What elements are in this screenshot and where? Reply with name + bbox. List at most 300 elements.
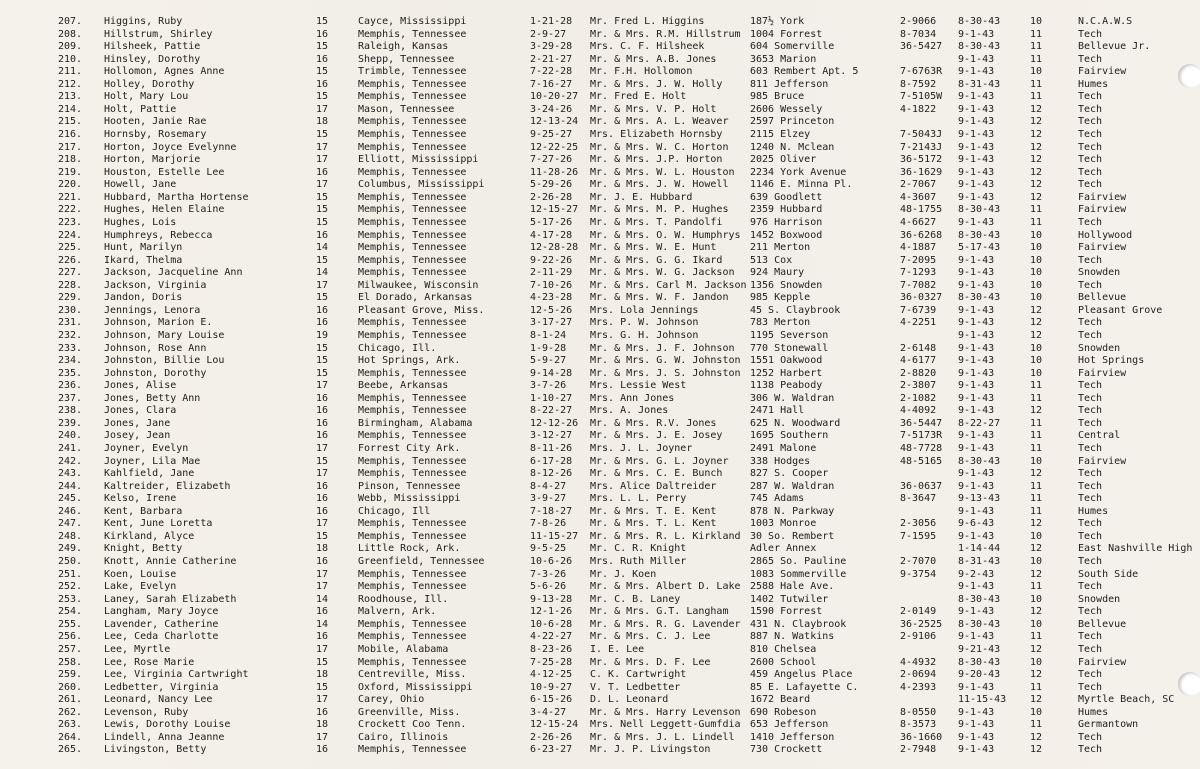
record-number: 231. [58,317,83,328]
student-age: 15 [316,456,329,467]
birthdate: 10-6-26 [530,556,573,567]
previous-school: Bellevue [1078,292,1127,303]
parent-name: Mrs. A. Jones [590,405,669,416]
home-address: 2606 Wessely [750,104,823,115]
birthplace: Memphis, Tennessee [358,204,467,215]
phone-number: 7-1595 [900,531,937,542]
entry-date: 9-1-43 [958,481,995,492]
grade-level: 10 [1030,657,1043,668]
student-name: Kahlfield, Jane [104,468,195,479]
birthplace: Memphis, Tennessee [358,744,467,755]
grade-level: 11 [1030,506,1043,517]
home-address: 1590 Forrest [750,606,823,617]
previous-school: Fairview [1078,368,1127,379]
student-name: Jackson, Virginia [104,280,207,291]
student-age: 17 [316,644,329,655]
previous-school: Fairview [1078,657,1127,668]
birthplace: Memphis, Tennessee [358,267,467,278]
phone-number: 8-3647 [900,493,937,504]
phone-number: 8-0550 [900,707,937,718]
grade-level: 12 [1030,116,1043,127]
previous-school: Tech [1078,179,1103,190]
record-number: 242. [58,456,83,467]
parent-name: Mr. & Mrs. C. J. Lee [590,631,711,642]
student-age: 19 [316,330,329,341]
home-address: 2600 School [750,657,817,668]
birthplace: Greenville, Miss. [358,707,461,718]
roster-row [0,330,1200,342]
student-age: 16 [316,707,329,718]
home-address: 306 W. Waldran [750,393,835,404]
phone-number: 8-7592 [900,79,937,90]
birthdate: 8-22-27 [530,405,573,416]
birthdate: 10-20-27 [530,91,579,102]
student-name: Hillstrum, Shirley [104,29,213,40]
home-address: 770 Stonewall [750,343,829,354]
parent-name: Mr. & Mrs. W. E. Hunt [590,242,717,253]
parent-name: Mr. J. Koen [590,569,657,580]
phone-number: 2-1082 [900,393,937,404]
phone-number: 2-3056 [900,518,937,529]
home-address: 2471 Hall [750,405,805,416]
parent-name: Mr. & Mrs. R.M. Hillstrum [590,29,741,40]
record-number: 227. [58,267,83,278]
previous-school: Tech [1078,317,1103,328]
home-address: 2115 Elzey [750,129,811,140]
student-name: Johnson, Marion E. [104,317,213,328]
grade-level: 11 [1030,217,1043,228]
record-number: 240. [58,430,83,441]
student-name: Kent, Barbara [104,506,183,517]
grade-level: 10 [1030,66,1043,77]
parent-name: Mr. & Mrs. G. G. Ikard [590,255,723,266]
record-number: 252. [58,581,83,592]
student-age: 17 [316,518,329,529]
birthplace: Memphis, Tennessee [358,142,467,153]
student-name: Lake, Evelyn [104,581,177,592]
record-number: 225. [58,242,83,253]
student-age: 15 [316,129,329,140]
birthplace: Memphis, Tennessee [358,518,467,529]
entry-date: 9-1-43 [958,506,995,517]
previous-school: Tech [1078,644,1103,655]
roster-row [0,606,1200,618]
student-name: Kelso, Irene [104,493,177,504]
phone-number: 48-1755 [900,204,943,215]
entry-date: 9-13-43 [958,493,1001,504]
roster-row [0,456,1200,468]
previous-school: Hollywood [1078,230,1133,241]
entry-date: 9-1-43 [958,707,995,718]
record-number: 228. [58,280,83,291]
grade-level: 12 [1030,317,1043,328]
roster-row [0,380,1200,392]
student-name: Lee, Ceda Charlotte [104,631,219,642]
entry-date: 9-1-43 [958,405,995,416]
roster-row [0,430,1200,442]
birthdate: 12-13-24 [530,116,579,127]
entry-date: 8-31-43 [958,79,1001,90]
student-name: Kirkland, Alyce [104,531,195,542]
entry-date: 9-1-43 [958,581,995,592]
roster-row [0,594,1200,606]
roster-row [0,405,1200,417]
phone-number: 4-3607 [900,192,937,203]
birthplace: Memphis, Tennessee [358,255,467,266]
grade-level: 10 [1030,355,1043,366]
student-age: 14 [316,267,329,278]
record-number: 207. [58,16,83,27]
home-address: 783 Merton [750,317,811,328]
birthplace: Memphis, Tennessee [358,330,467,341]
grade-level: 11 [1030,418,1043,429]
birthdate: 12-28-28 [530,242,579,253]
parent-name: Mr. C. R. Knight [590,543,687,554]
entry-date: 8-30-43 [958,619,1001,630]
student-age: 15 [316,41,329,52]
parent-name: Mr. & Mrs. R.V. Jones [590,418,717,429]
roster-row [0,581,1200,593]
entry-date: 9-1-43 [958,29,995,40]
student-age: 15 [316,531,329,542]
entry-date: 9-1-43 [958,732,995,743]
student-name: Langham, Mary Joyce [104,606,219,617]
phone-number: 7-2143J [900,142,943,153]
grade-level: 12 [1030,569,1043,580]
record-number: 245. [58,493,83,504]
birthplace: Memphis, Tennessee [358,317,467,328]
birthplace: Columbus, Mississippi [358,179,485,190]
parent-name: Mr. & Mrs. O. W. Humphrys [590,230,741,241]
roster-row [0,468,1200,480]
parent-name: Mr. & Mrs. G.T. Langham [590,606,729,617]
student-age: 17 [316,694,329,705]
student-name: Josey, Jean [104,430,171,441]
student-name: Jones, Alise [104,380,177,391]
student-name: Lee, Myrtle [104,644,171,655]
home-address: 1410 Jefferson [750,732,835,743]
birthdate: 9-22-26 [530,255,573,266]
birthplace: Memphis, Tennessee [358,430,467,441]
student-name: Higgins, Ruby [104,16,183,27]
parent-name: Mr. & Mrs. J. W. Howell [590,179,729,190]
student-age: 18 [316,543,329,554]
student-name: Lavender, Catherine [104,619,219,630]
record-number: 238. [58,405,83,416]
home-address: 1003 Monroe [750,518,817,529]
record-number: 221. [58,192,83,203]
home-address: 85 E. Lafayette C. [750,682,859,693]
roster-row [0,116,1200,128]
entry-date: 9-21-43 [958,644,1001,655]
phone-number: 2-3807 [900,380,937,391]
birthplace: Hot Springs, Ark. [358,355,461,366]
birthdate: 10-6-28 [530,619,573,630]
previous-school: Tech [1078,54,1103,65]
phone-number: 7-2095 [900,255,937,266]
home-address: 827 S. Cooper [750,468,829,479]
student-age: 15 [316,255,329,266]
roster-row [0,569,1200,581]
entry-date: 9-1-43 [958,116,995,127]
birthdate: 3-7-26 [530,380,567,391]
birthdate: 11-15-27 [530,531,579,542]
birthdate: 8-1-24 [530,330,567,341]
phone-number: 4-4932 [900,657,937,668]
home-address: 1138 Peabody [750,380,823,391]
entry-date: 9-1-43 [958,744,995,755]
previous-school: N.C.A.W.S [1078,16,1133,27]
phone-number: 7-7082 [900,280,937,291]
grade-level: 12 [1030,330,1043,341]
birthdate: 1-10-27 [530,393,573,404]
birthplace: Little Rock, Ark. [358,543,461,554]
parent-name: Mr. & Mrs. Harry Levenson [590,707,741,718]
phone-number: 2-7067 [900,179,937,190]
entry-date: 9-20-43 [958,669,1001,680]
phone-number: 7-6739 [900,305,937,316]
birthdate: 11-28-26 [530,167,579,178]
birthplace: Memphis, Tennessee [358,217,467,228]
student-age: 16 [316,305,329,316]
student-name: Hollomon, Agnes Anne [104,66,225,77]
home-address: 653 Jefferson [750,719,829,730]
entry-date: 9-1-43 [958,531,995,542]
record-number: 246. [58,506,83,517]
birthdate: 3-9-27 [530,493,567,504]
birthdate: 6-23-27 [530,744,573,755]
parent-name: Mr. & Mrs. A.B. Jones [590,54,717,65]
birthplace: Memphis, Tennessee [358,468,467,479]
record-number: 241. [58,443,83,454]
parent-name: Mr. & Mrs. T. E. Kent [590,506,717,517]
grade-level: 11 [1030,41,1043,52]
birthdate: 4-12-25 [530,669,573,680]
phone-number: 2-0694 [900,669,937,680]
student-age: 16 [316,430,329,441]
student-age: 17 [316,468,329,479]
grade-level: 10 [1030,456,1043,467]
grade-level: 12 [1030,694,1043,705]
previous-school: Tech [1078,330,1103,341]
home-address: 2491 Malone [750,443,817,454]
phone-number: 8-3573 [900,719,937,730]
phone-number: 4-6177 [900,355,937,366]
record-number: 265. [58,744,83,755]
roster-row [0,230,1200,242]
home-address: 639 Goodlett [750,192,823,203]
student-age: 15 [316,91,329,102]
roster-row [0,556,1200,568]
entry-date: 9-1-43 [958,343,995,354]
entry-date: 8-30-43 [958,657,1001,668]
record-number: 243. [58,468,83,479]
parent-name: Mrs. Alice Daltreider [590,481,717,492]
roster-row [0,242,1200,254]
entry-date: 9-1-43 [958,154,995,165]
parent-name: Mr. & Mrs. J. F. Johnson [590,343,735,354]
record-number: 233. [58,343,83,354]
grade-level: 10 [1030,556,1043,567]
roster-row [0,744,1200,756]
phone-number: 36-2525 [900,619,943,630]
previous-school: Myrtle Beach, SC [1078,694,1175,705]
home-address: 45 S. Claybrook [750,305,841,316]
student-age: 17 [316,154,329,165]
birthdate: 9-5-25 [530,543,567,554]
parent-name: D. L. Leonard [590,694,669,705]
student-age: 16 [316,556,329,567]
student-age: 16 [316,481,329,492]
phone-number: 7-5105W [900,91,943,102]
student-name: Jones, Clara [104,405,177,416]
record-number: 244. [58,481,83,492]
entry-date: 9-1-43 [958,355,995,366]
grade-level: 12 [1030,543,1043,554]
roster-row [0,719,1200,731]
parent-name: Mr. J. E. Hubbard [590,192,693,203]
phone-number: 36-0327 [900,292,943,303]
roster-row [0,543,1200,555]
record-number: 214. [58,104,83,115]
roster-row [0,167,1200,179]
previous-school: Tech [1078,669,1103,680]
parent-name: Mrs. Nell Leggett-Gumfdia [590,719,741,730]
student-age: 18 [316,669,329,680]
phone-number: 4-6627 [900,217,937,228]
birthdate: 4-22-27 [530,631,573,642]
birthdate: 3-12-27 [530,430,573,441]
parent-name: I. E. Lee [590,644,645,655]
birthplace: Greenfield, Tennessee [358,556,485,567]
birthdate: 10-9-27 [530,682,573,693]
birthplace: Cayce, Mississippi [358,16,467,27]
phone-number: 36-6268 [900,230,943,241]
birthplace: Beebe, Arkansas [358,380,449,391]
entry-date: 9-1-43 [958,606,995,617]
grade-level: 11 [1030,493,1043,504]
birthdate: 7-16-27 [530,79,573,90]
record-number: 217. [58,142,83,153]
parent-name: Mrs. G. H. Johnson [590,330,699,341]
grade-level: 11 [1030,430,1043,441]
birthdate: 3-4-27 [530,707,567,718]
roster-row [0,518,1200,530]
record-number: 210. [58,54,83,65]
entry-date: 9-1-43 [958,393,995,404]
home-address: 1695 Southern [750,430,829,441]
student-age: 18 [316,719,329,730]
entry-date: 11-15-43 [958,694,1007,705]
phone-number: 2-6148 [900,343,937,354]
roster-row [0,204,1200,216]
record-number: 216. [58,129,83,140]
home-address: 625 N. Woodward [750,418,841,429]
parent-name: Mrs. J. L. Joyner [590,443,693,454]
birthdate: 9-25-27 [530,129,573,140]
student-age: 15 [316,355,329,366]
student-age: 17 [316,732,329,743]
home-address: 513 Cox [750,255,793,266]
birthplace: Memphis, Tennessee [358,368,467,379]
record-number: 255. [58,619,83,630]
parent-name: Mr. & Mrs. J.P. Horton [590,154,723,165]
roster-row [0,443,1200,455]
entry-date: 9-1-43 [958,167,995,178]
grade-level: 11 [1030,443,1043,454]
parent-name: Mr. & Mrs. G. L. Joyner [590,456,729,467]
phone-number: 4-2251 [900,317,937,328]
roster-row [0,707,1200,719]
birthplace: El Dorado, Arkansas [358,292,473,303]
student-age: 16 [316,230,329,241]
home-address: 745 Adams [750,493,805,504]
student-age: 14 [316,619,329,630]
roster-row [0,317,1200,329]
birthplace: Memphis, Tennessee [358,116,467,127]
student-name: Laney, Sarah Elizabeth [104,594,237,605]
entry-date: 1-14-44 [958,543,1001,554]
student-name: Lewis, Dorothy Louise [104,719,231,730]
birthdate: 7-8-26 [530,518,567,529]
student-name: Hornsby, Rosemary [104,129,207,140]
phone-number: 36-5447 [900,418,943,429]
student-age: 16 [316,493,329,504]
student-age: 16 [316,744,329,755]
roster-row [0,305,1200,317]
home-address: 211 Merton [750,242,811,253]
grade-level: 11 [1030,581,1043,592]
birthdate: 4-17-28 [530,230,573,241]
birthdate: 12-15-27 [530,204,579,215]
home-address: 887 N. Watkins [750,631,835,642]
roster-row [0,142,1200,154]
phone-number: 48-5165 [900,456,943,467]
phone-number: 2-7948 [900,744,937,755]
student-name: Leonard, Nancy Lee [104,694,213,705]
record-number: 234. [58,355,83,366]
record-number: 220. [58,179,83,190]
parent-name: Mrs. L. L. Perry [590,493,687,504]
phone-number: 2-7070 [900,556,937,567]
student-name: Ikard, Thelma [104,255,183,266]
home-address: Adler Annex [750,543,817,554]
home-address: 2597 Princeton [750,116,835,127]
parent-name: Mr. & Mrs. V. P. Holt [590,104,717,115]
phone-number: 7-1293 [900,267,937,278]
roster-row [0,129,1200,141]
grade-level: 12 [1030,167,1043,178]
roster-row [0,418,1200,430]
record-number: 229. [58,292,83,303]
phone-number: 4-4092 [900,405,937,416]
birthplace: Chicago, Ill [358,506,431,517]
previous-school: Snowden [1078,343,1121,354]
previous-school: Tech [1078,154,1103,165]
grade-level: 11 [1030,91,1043,102]
previous-school: Pleasant Grove [1078,305,1163,316]
previous-school: Tech [1078,217,1103,228]
grade-level: 11 [1030,393,1043,404]
record-number: 264. [58,732,83,743]
previous-school: Bellevue Jr. [1078,41,1151,52]
student-name: Joyner, Evelyn [104,443,189,454]
roster-row [0,91,1200,103]
grade-level: 12 [1030,179,1043,190]
birthdate: 12-5-26 [530,305,573,316]
entry-date: 9-1-43 [958,380,995,391]
student-age: 17 [316,104,329,115]
